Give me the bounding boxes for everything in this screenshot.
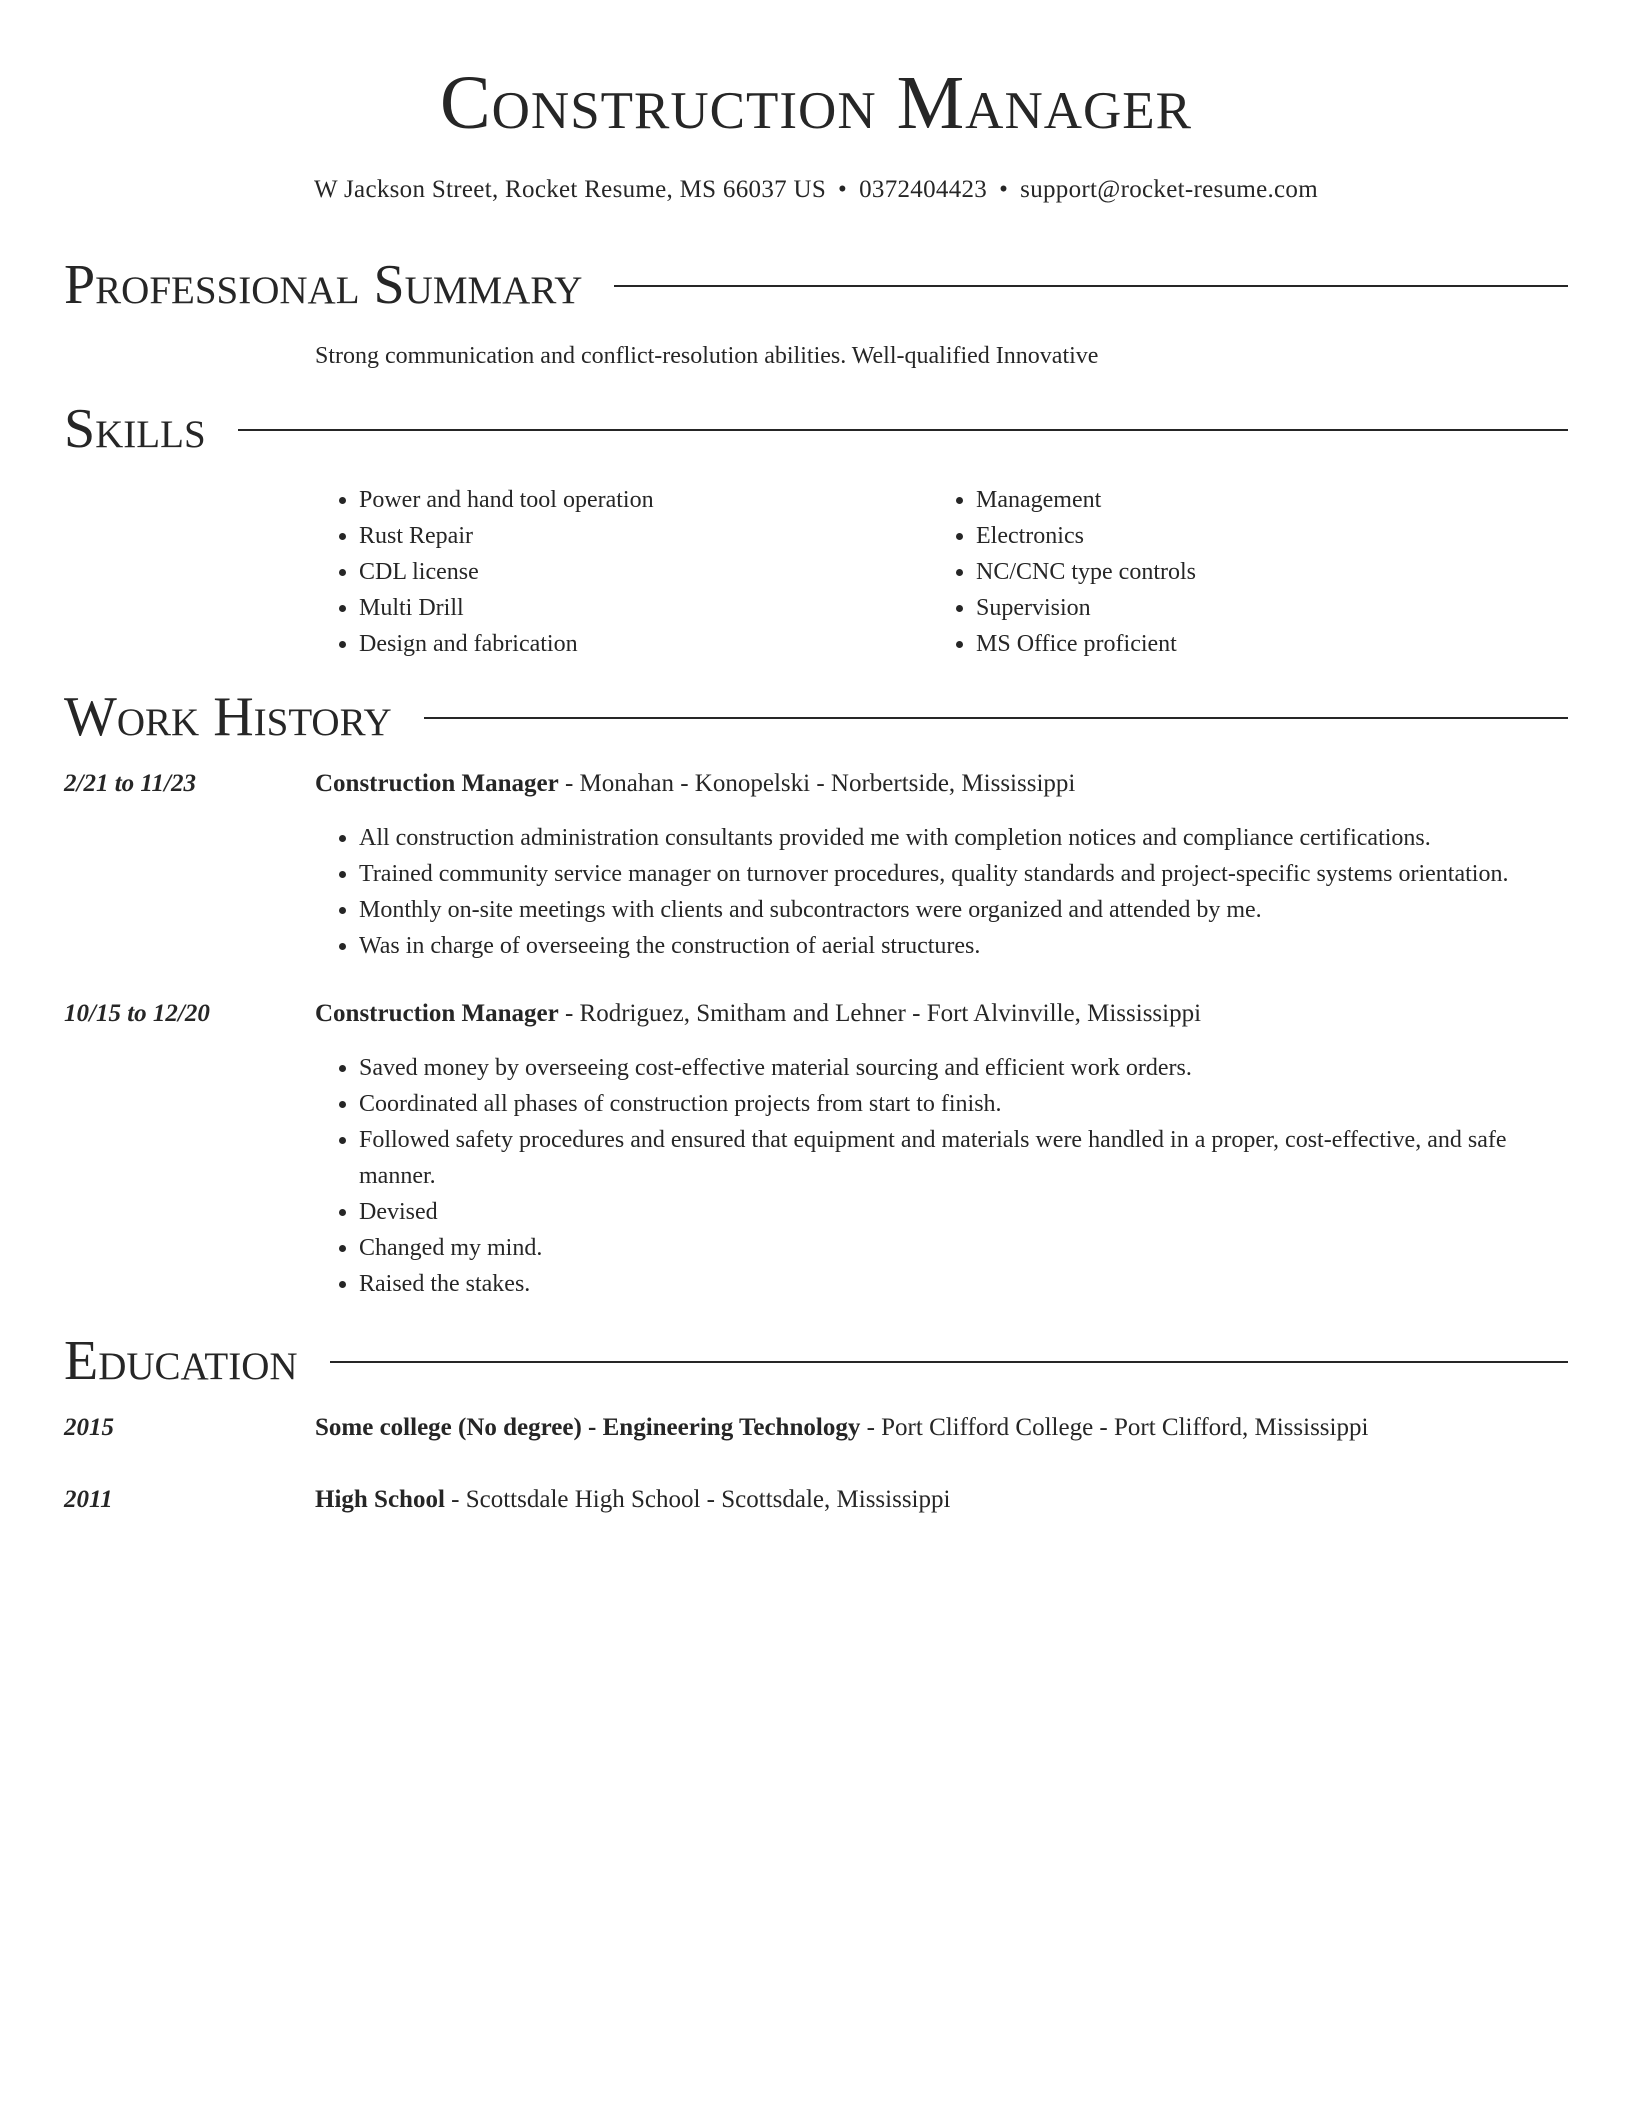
- skill-item: • Multi Drill: [359, 590, 915, 626]
- skill-item: • Management: [976, 482, 1532, 518]
- contact-separator: •: [999, 176, 1009, 203]
- contact-address: W Jackson Street, Rocket Resume, MS 66037 US: [314, 176, 827, 203]
- summary-text: Strong communication and conflict-resolution abilities. Well-qualified Innovative: [315, 343, 1099, 369]
- education-title: Education: [64, 1330, 298, 1392]
- job-bullet: • Changed my mind.: [359, 1230, 1568, 1266]
- skill-item: • CDL license: [359, 554, 915, 590]
- job-details: - Monahan - Konopelski - Norbertside, Mississippi: [558, 770, 1076, 797]
- education-degree: Some college (No degree) - Engineering Technology: [315, 1414, 861, 1441]
- section-divider: [330, 1361, 1568, 1363]
- job-bullet: • Trained community service manager on turnover procedures, quality standards and project-specific systems orientation.: [359, 856, 1568, 892]
- job-bullet: • Monthly on-site meetings with clients and subcontractors were organized and attended by me.: [359, 892, 1568, 928]
- job-bullet: • Raised the stakes.: [359, 1266, 1568, 1302]
- education-details: - Port Clifford College - Port Clifford, Mississippi: [860, 1414, 1369, 1441]
- summary-title: Professional Summary: [64, 254, 583, 316]
- skill-item: • MS Office proficient: [976, 626, 1532, 662]
- education-year: 2015: [64, 1414, 114, 1441]
- job-bullets: [315, 820, 1568, 964]
- skill-item: • Supervision: [976, 590, 1532, 626]
- work-section-heading: [64, 684, 1568, 750]
- resume-name: Construction Manager: [439, 61, 1193, 145]
- summary-section-heading: [64, 252, 1568, 318]
- section-divider: [614, 285, 1568, 287]
- contact-email: support@rocket-resume.com: [1020, 176, 1318, 203]
- skills-column-right: [932, 482, 1532, 662]
- skill-item: • NC/CNC type controls: [976, 554, 1532, 590]
- education-degree: High School: [315, 1486, 445, 1513]
- skills-section-heading: [64, 396, 1568, 462]
- skill-item: • Electronics: [976, 518, 1532, 554]
- job-heading: [315, 768, 1075, 800]
- job-title: Construction Manager: [315, 770, 559, 797]
- job-bullet: • Saved money by overseeing cost-effective material sourcing and efficient work orders.: [359, 1050, 1568, 1086]
- job-details: - Rodriguez, Smitham and Lehner - Fort Alvinville, Mississippi: [558, 1000, 1202, 1027]
- job-bullet: • Coordinated all phases of construction projects from start to finish.: [359, 1086, 1568, 1122]
- education-year: 2011: [64, 1486, 113, 1513]
- education-section-heading: [64, 1328, 1568, 1394]
- contact-phone: 0372404423: [859, 176, 988, 203]
- skill-item: • Rust Repair: [359, 518, 915, 554]
- section-divider: [424, 717, 1568, 719]
- job-bullet: • All construction administration consultants provided me with completion notices and compliance certifications.: [359, 820, 1568, 856]
- job-bullets: [315, 1050, 1568, 1302]
- work-title: Work History: [64, 686, 392, 748]
- job-bullet: • Devised: [359, 1194, 1568, 1230]
- skills-column-left: [315, 482, 915, 662]
- contact-line: [0, 174, 1632, 206]
- job-title: Construction Manager: [315, 1000, 559, 1027]
- education-heading: [315, 1484, 950, 1516]
- contact-separator: •: [838, 176, 848, 203]
- job-dates: 10/15 to 12/20: [64, 1000, 210, 1027]
- education-heading: [315, 1412, 1368, 1444]
- section-divider: [238, 429, 1568, 431]
- job-bullet: • Followed safety procedures and ensured that equipment and materials were handled in a proper, cost-effective, and safe manner.: [359, 1122, 1568, 1194]
- skill-item: • Power and hand tool operation: [359, 482, 915, 518]
- skill-item: • Design and fabrication: [359, 626, 915, 662]
- education-details: - Scottsdale High School - Scottsdale, Mississippi: [444, 1486, 951, 1513]
- job-bullet: • Was in charge of overseeing the construction of aerial structures.: [359, 928, 1568, 964]
- skills-title: Skills: [64, 398, 206, 460]
- job-heading: [315, 998, 1201, 1030]
- job-dates: 2/21 to 11/23: [64, 770, 196, 797]
